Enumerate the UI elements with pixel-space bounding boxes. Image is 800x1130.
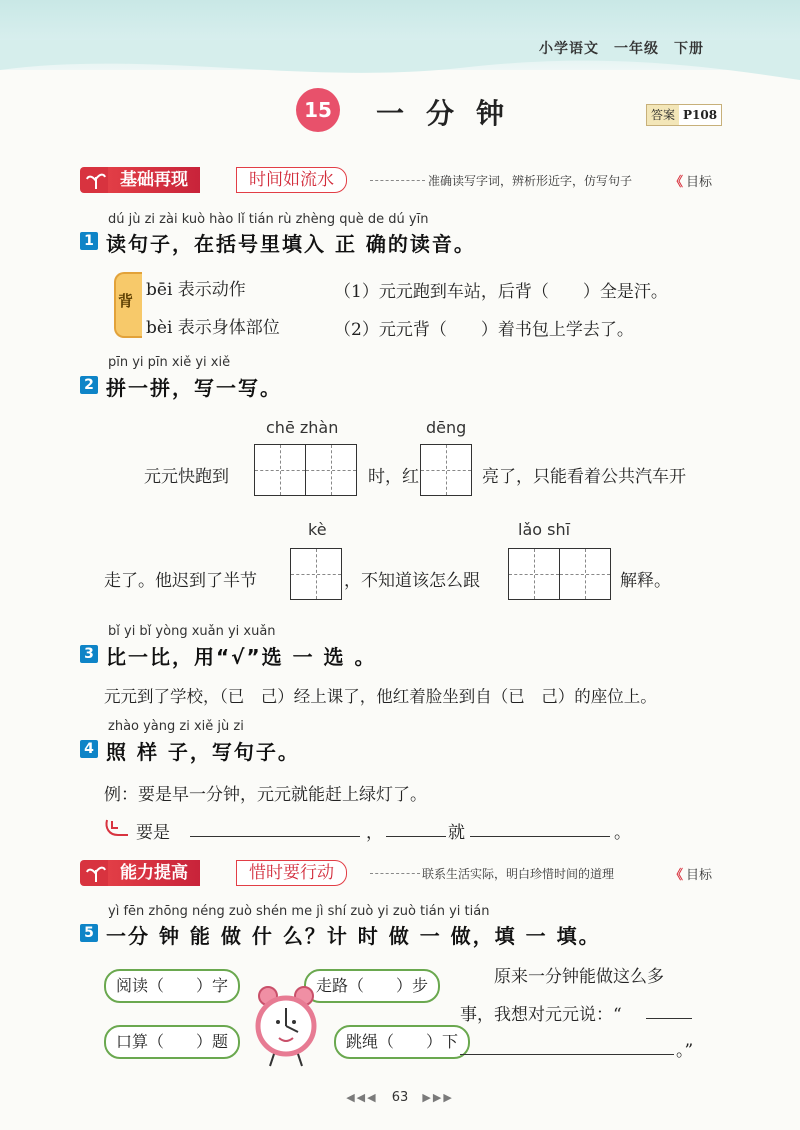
q4-pinyin: zhào yàng zi xiě jù zi [108,719,244,734]
lesson-title: 一分钟 [376,97,527,130]
alarm-clock-icon [248,982,324,1070]
lesson-number-badge: 15 [296,88,340,132]
section-goal [670,864,712,883]
bei-character: 背 [118,292,134,310]
answer-line[interactable] [460,1036,674,1055]
q1-pinyin: dú jù zi zài kuò hào lǐ tián rù zhèng què de dú yīn [108,212,429,227]
goal-label: 目标 [686,175,713,190]
answer-line[interactable] [470,818,610,837]
q5-right-line2: 事，我想对元元说：“ [460,1005,622,1025]
goal-chevron-icon: 《 [670,868,684,883]
answer-reference[interactable] [646,104,722,126]
writing-grid-laoshi[interactable] [508,548,611,600]
q1-sentence-1[interactable]: （1）元元跑到车站，后背（ ）全是汗。 [334,282,668,302]
q2-line1-c: 亮了，只能看着公共汽车开 [482,467,686,487]
goal-chevron-icon: 《 [670,175,684,190]
section-title: 能力提高 [108,860,200,886]
section-banner-basic [80,167,720,193]
answer-line[interactable] [190,818,360,837]
grid-cell[interactable] [509,549,559,599]
writing-grid-ke[interactable] [290,548,342,600]
grid-cell[interactable] [255,445,305,495]
pinyin-chezhan: chē zhàn [266,418,339,437]
q4-example: 例：要是早一分钟，元元就能赶上绿灯了。 [104,785,427,805]
pill-reading[interactable]: 阅读（ ）字 [104,969,240,1003]
q2-line1-a: 元元快跑到 [144,467,229,487]
section-banner-advanced [80,860,720,886]
q5-number: 5 [80,924,98,942]
q1-option-2: bèi 表示身体部位 [146,318,280,338]
grid-cell[interactable] [305,445,356,495]
divider [370,873,420,874]
prev-arrows-icon: ◀◀◀ [346,1091,378,1104]
q1-number: 1 [80,232,98,250]
q1-option-1: bēi 表示动作 [146,280,246,300]
q1-sentence-2[interactable]: （2）元元背（ ）着书包上学去了。 [334,320,634,340]
q2-line2-b: ，不知道该怎么跟 [344,571,480,591]
answer-page: P108 [679,105,721,125]
next-arrows-icon: ▶▶▶ [422,1091,454,1104]
section-note: 准确读写字词，辨析形近字，仿写句子 [428,174,633,188]
q3-number: 3 [80,645,98,663]
q2-line1-b: 时，红 [368,467,419,487]
q5-right-close: 。” [676,1041,694,1061]
q3-sentence[interactable]: 元元到了学校，（已 己）经上课了，他红着脸坐到自（已 己）的座位上。 [104,687,657,706]
pinyin-ke: kè [308,520,327,539]
answer-line[interactable] [646,1000,692,1019]
book-info: 小学语文 一年级 下册 [539,41,704,57]
q5-title: 一分 钟 能 做 什 么？计 时 做 一 做，填 一 填。 [106,924,601,948]
writing-grid-chezhan[interactable] [254,444,357,496]
q5-right-line1: 原来一分钟能做这么多 [494,967,664,987]
pinyin-deng: dēng [426,418,467,437]
q2-number: 2 [80,376,98,394]
section-title: 基础再现 [108,167,200,193]
grid-cell[interactable] [291,549,341,599]
answer-line[interactable] [386,818,446,837]
pill-walking[interactable]: 走路（ ）步 [304,969,440,1003]
pill-jumprope[interactable]: 跳绳（ ）下 [334,1025,470,1059]
q2-line2-a: 走了。他迟到了半节 [104,571,257,591]
q4-fill-jiu: 就 [448,823,465,843]
q4-fill-yaoshi: 要是 [136,823,170,843]
section-note: 联系生活实际，明白珍惜时间的道理 [422,867,615,881]
pencil-icon [104,816,130,838]
q1-title: 读句子，在括号里填入 正 确的读音。 [106,232,476,256]
q3-title: 比一比，用“√”选 一 选 。 [106,645,377,669]
q2-pinyin: pīn yi pīn xiě yi xiě [108,355,231,370]
pill-math[interactable]: 口算（ ）题 [104,1025,240,1059]
goal-label: 目标 [686,868,713,883]
pinyin-laoshi: lǎo shī [518,520,571,539]
divider [370,180,425,181]
q4-number: 4 [80,740,98,758]
grid-cell[interactable] [421,445,471,495]
q3-pinyin: bǐ yi bǐ yòng xuǎn yi xuǎn [108,624,276,639]
q5-pinyin: yì fēn zhōng néng zuò shén me jì shí zuò yi zuò tián yi tián [108,904,490,919]
section-goal [670,171,712,190]
q2-line2-c: 解释。 [620,571,671,591]
answer-label: 答案 [651,108,676,122]
section-subtitle: 惜时要行动 [236,860,347,886]
page-footer [0,1090,800,1105]
q2-title: 拼一拼，写一写。 [106,376,282,400]
q4-fill-period: 。 [614,823,631,843]
q4-fill-comma: ， [366,823,383,843]
grid-cell[interactable] [559,549,610,599]
page-number: 63 [391,1090,409,1105]
q4-title: 照 样 子，写句子。 [106,740,300,764]
section-subtitle: 时间如流水 [236,167,347,193]
writing-grid-deng[interactable] [420,444,472,496]
